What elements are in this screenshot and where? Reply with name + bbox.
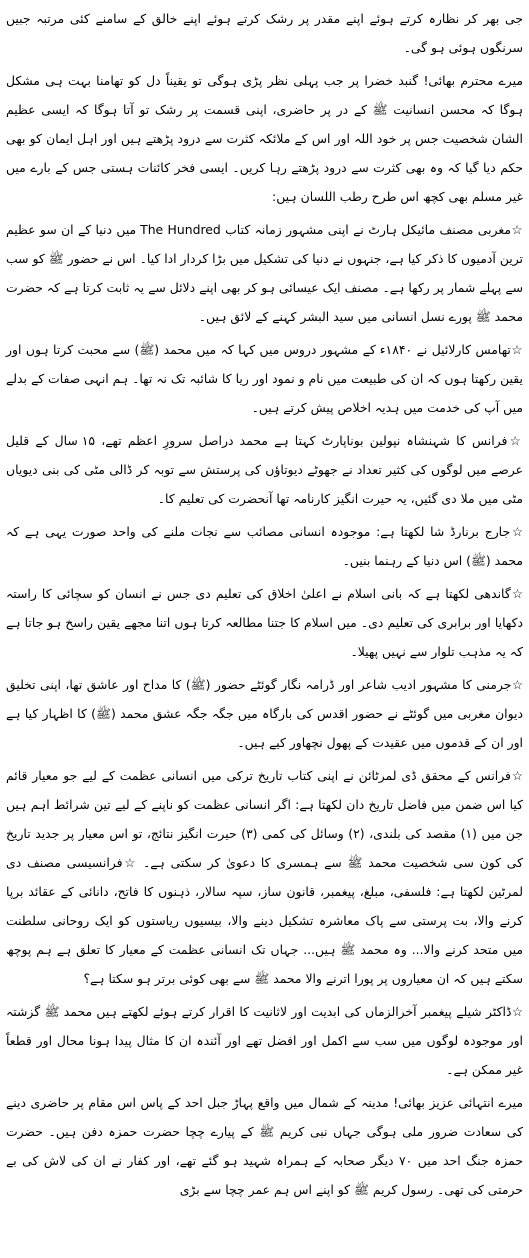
paragraph-jabal-uhud: میرے انتہائی عزیز بھائی! مدینہ کے شمال میں واقع پہاڑ جبل احد کے پاس اس مقام پر حاضری دینے کی سعادت ضرور ملی ہوگی جہاں نبی کریم ﷺ کے پیارے چچا حضرت حمزہ دفن ہیں۔ حضرت حمزہ جنگ احد میں ۷۰ دیگر صحابہ کے ہمراہ شہید ہو گئے تھے، اور کفار نے ان کی لاش کی بے حرمتی کی تھی۔ رسول کریم ﷺ کو اپنے اس ہم عمر چچا سے بڑی — [6, 1095, 524, 1197]
paragraph-dr-shelley: ☆ڈاکٹر شیلے پیغمبر آخرالزماں کی ابدیت اور لاثانیت کا اقرار کرتے ہوئے لکھتے ہیں محمد ﷺ گزشتہ اور موجودہ لوگوں میں سب سے اکمل اور افضل تھے اور آئندہ ان کا مثال پیدا ہونا محال اور قطعاً غیر ممکن ہے۔ — [6, 1004, 523, 1077]
paragraph-goethe: ☆جرمنی کا مشہور ادیب شاعر اور ڈرامہ نگار گوئٹے حضور (ﷺ) کا مداح اور عاشق تھا، اپنی تخلیق دیوان مغربی میں گوئٹے نے حضور اقدس کی بارگاہ میں جگہ جگہ عشق محمد (ﷺ) کا اظہار کیا ہے اور ان کے قدموں میں عقیدت کے پھول نچھاور کیے ہیں۔ — [6, 677, 523, 750]
paragraph-gandhi: ☆گاندھی لکھتا ہے کہ بانی اسلام نے اعلیٰ اخلاق کی تعلیم دی جس نے انسان کو سچائی کا راستہ دکھایا اور برابری کی تعلیم دی۔ میں اسلام کا جتنا مطالعہ کرتا ہوں اتنا مجھے یقین راسخ ہو جاتا ہے کہ یہ مذہب تلوار سے نہیں پھیلا۔ — [6, 586, 523, 659]
paragraph-gumbad-khazra: میرے محترم بھائی! گنبد خضرا پر جب پہلی نظر پڑی ہوگی تو یقیناً دل کو تھامنا بہت ہی مشکل ہوگا کہ محسن انسانیت ﷺ کے در پر حاضری، اپنی قسمت پر رشک تو آتا ہوگا کہ ایسی عظیم الشان شخصیت جس پر خود اللہ اور اس کے ملائکہ کثرت سے درود پڑھتے ہیں اور اہل ایمان کو بھی حکم دیا گیا کہ وہ بھی کثرت سے درود پڑھتے رہا کریں۔ ایسی فخر کائنات ہستی جس کے بارے میں غیر مسلم بھی کچھ اس طرح رطب اللسان ہیں: — [6, 73, 523, 204]
paragraph-thomas-carlyle: ☆تھامس کارلائیل نے ۱۸۴۰ء کے مشہور دروس میں کہا کہ میں محمد (ﷺ) سے محبت کرتا ہوں اور یقین رکھتا ہوں کہ ان کی طبیعت میں نام و نمود اور ریا کا شائبہ تک نہ تھا۔ ہم انہی صفات کے بدلے میں آپ کی خدمت میں ہدیہ اخلاص پیش کرتے ہیں۔ — [6, 342, 523, 415]
paragraph-michael-hart: ☆مغربی مصنف مائیکل ہارٹ نے اپنی مشہور زمانہ کتاب The Hundred میں دنیا کے ان سو عظیم ترین آدمیوں کا ذکر کیا ہے، جنہوں نے دنیا کی تشکیل میں بڑا کردار ادا کیا۔ اس نے حضور ﷺ کو سب سے پہلے شمار پر رکھا ہے۔ مصنف ایک عیسائی ہو کر بھی اپنے دلائل سے یہ ثابت کرتا ہے کہ حضرت محمد ﷺ پورے نسل انسانی میں سید البشر کہنے کے لائق ہیں۔ — [6, 222, 523, 324]
paragraph-bernard-shaw: ☆جارج برنارڈ شا لکھتا ہے: موجودہ انسانی مصائب سے نجات ملنے کی واحد صورت یہی ہے کہ محمد (ﷺ) اس دنیا کے رہنما بنیں۔ — [6, 524, 523, 568]
paragraph-intro-ending: جی بھر کر نظارہ کرتے ہوئے اپنے مقدر پر رشک کرتے ہوئے اپنے خالق کے سامنے کئی مرتبہ جبیں سرنگوں ہوئی ہو گی۔ — [6, 11, 523, 55]
paragraph-napoleon: ☆فرانس کا شہنشاہ نپولین بوناپارٹ کہتا ہے محمد دراصل سرورِ اعظم تھے، ۱۵ سال کے قلیل عرصے میں لوگوں کی کثیر تعداد نے جھوٹے دیوتاؤں کی پرستش سے توبہ کر ڈالی مٹی کی بنی دیویاں مٹی میں ملا دی گئیں، یہ حیرت انگیز کارنامہ تھا آنحضرت کی تعلیم کا۔ — [6, 433, 523, 506]
paragraph-lamartine: ☆فرانس کے محقق ڈی لمرٹائن نے اپنی کتاب تاریخ ترکی میں انسانی عظمت کے لیے جو معیار قائم کیا اس ضمن میں فاضل تاریخ دان لکھتا ہے: اگر انسانی عظمت کو ناپنے کے لیے تین شرائط اہم ہیں جن میں (۱) مقصد کی بلندی، (۲) وسائل کی کمی (۳) حیرت انگیز نتائج، تو اس معیار پر جدید تاریخ کی کون سی شخصیت محمد ﷺ سے ہمسری کا دعویٰ کر سکتی ہے۔ ☆فرانسیسی مصنف دی لمرٹین لکھتا ہے: فلسفی، مبلغ، پیغمبر، قانون ساز، سپہ سالار، ذہنوں کا فاتح، دانائی کے عقائد برپا کرنے والا، بت پرستی سے پاک معاشرہ تشکیل دینے والا، بیسیوں ریاستوں کو ایک روحانی سلطنت میں متحد کرنے والا... وہ محمد ﷺ ہیں... جہاں تک انسانی عظمت کے معیار کا تعلق ہے ہم پوچھ سکتے ہیں کہ ان معیاروں پر پورا اترنے والا محمد ﷺ سے بھی کوئی برتر ہو سکتا ہے؟ — [6, 768, 524, 986]
